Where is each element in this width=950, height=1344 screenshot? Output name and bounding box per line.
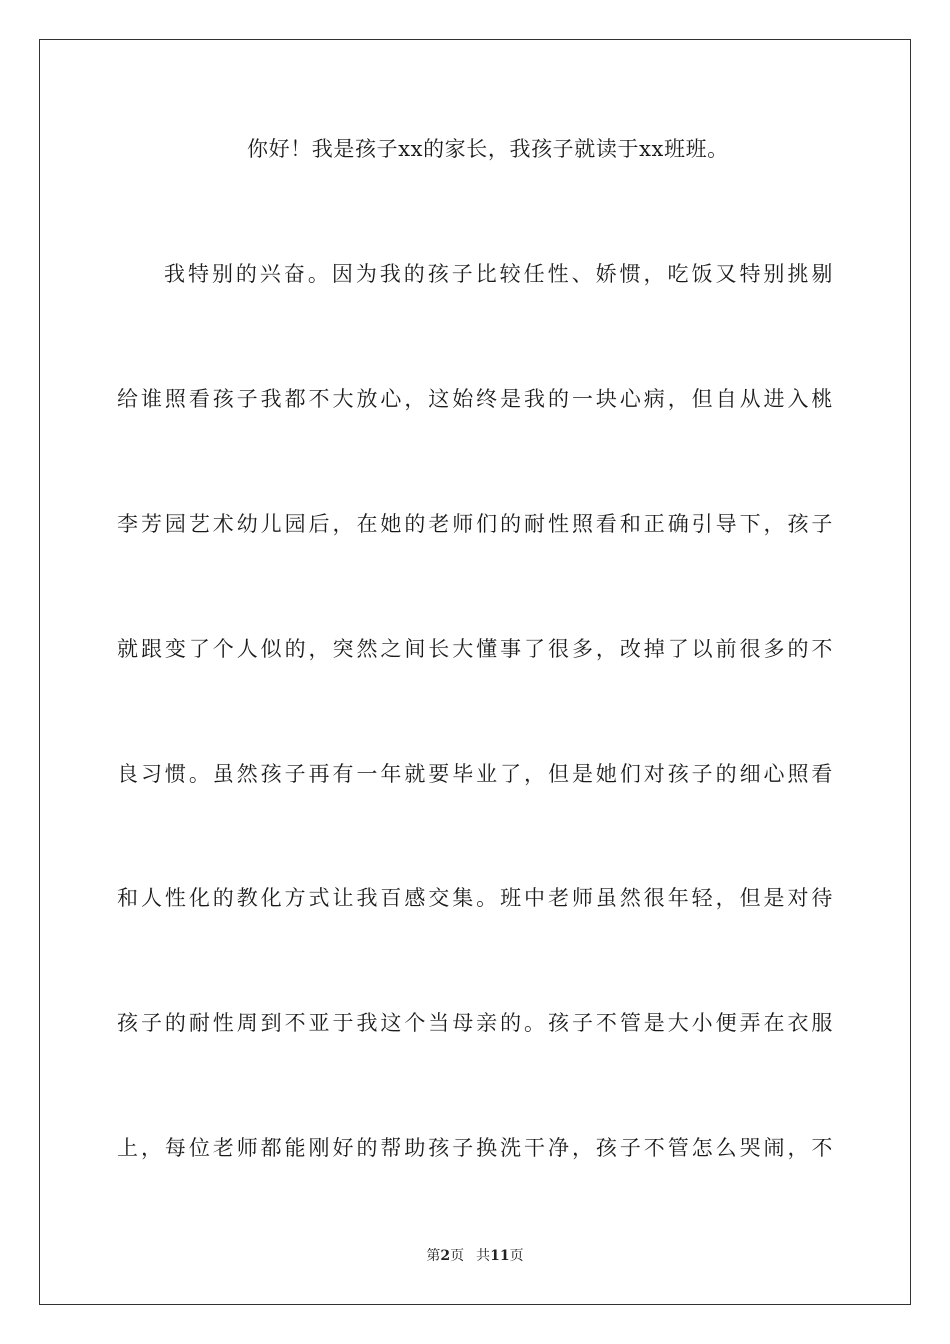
body-line-4: 李芳园艺术幼儿园后，在她的老师们的耐性照看和正确引导下，孩子 [117, 512, 833, 536]
total-suffix: 页 [509, 1248, 524, 1264]
page-footer [0, 1247, 950, 1265]
body-line-5: 就跟变了个人似的，突然之间长大懂事了很多，改掉了以前很多的不 [117, 637, 833, 661]
total-prefix: 共 [476, 1248, 491, 1264]
body-line-7: 和人性化的教化方式让我百感交集。班中老师虽然很年轻，但是对待 [117, 886, 833, 910]
total-pages: 11 [490, 1248, 510, 1264]
body-line-2: 我特别的兴奋。因为我的孩子比较任性、娇惯，吃饭又特别挑剔 [164, 262, 833, 286]
page-number: 2 [440, 1248, 451, 1264]
body-line-9: 上，每位老师都能刚好的帮助孩子换洗干净，孩子不管怎么哭闹，不 [117, 1136, 833, 1160]
body-line-1: 你好！我是孩子xx的家长，我孩子就读于xx班班。 [247, 137, 729, 161]
body-line-8: 孩子的耐性周到不亚于我这个当母亲的。孩子不管是大小便弄在衣服 [117, 1011, 833, 1035]
page-prefix: 第 [426, 1248, 441, 1264]
page-suffix: 页 [450, 1248, 465, 1264]
body-line-6: 良习惯。虽然孩子再有一年就要毕业了，但是她们对孩子的细心照看 [117, 762, 833, 786]
body-line-3: 给谁照看孩子我都不大放心，这始终是我的一块心病，但自从进入桃 [117, 387, 833, 411]
page-border [39, 39, 911, 1305]
